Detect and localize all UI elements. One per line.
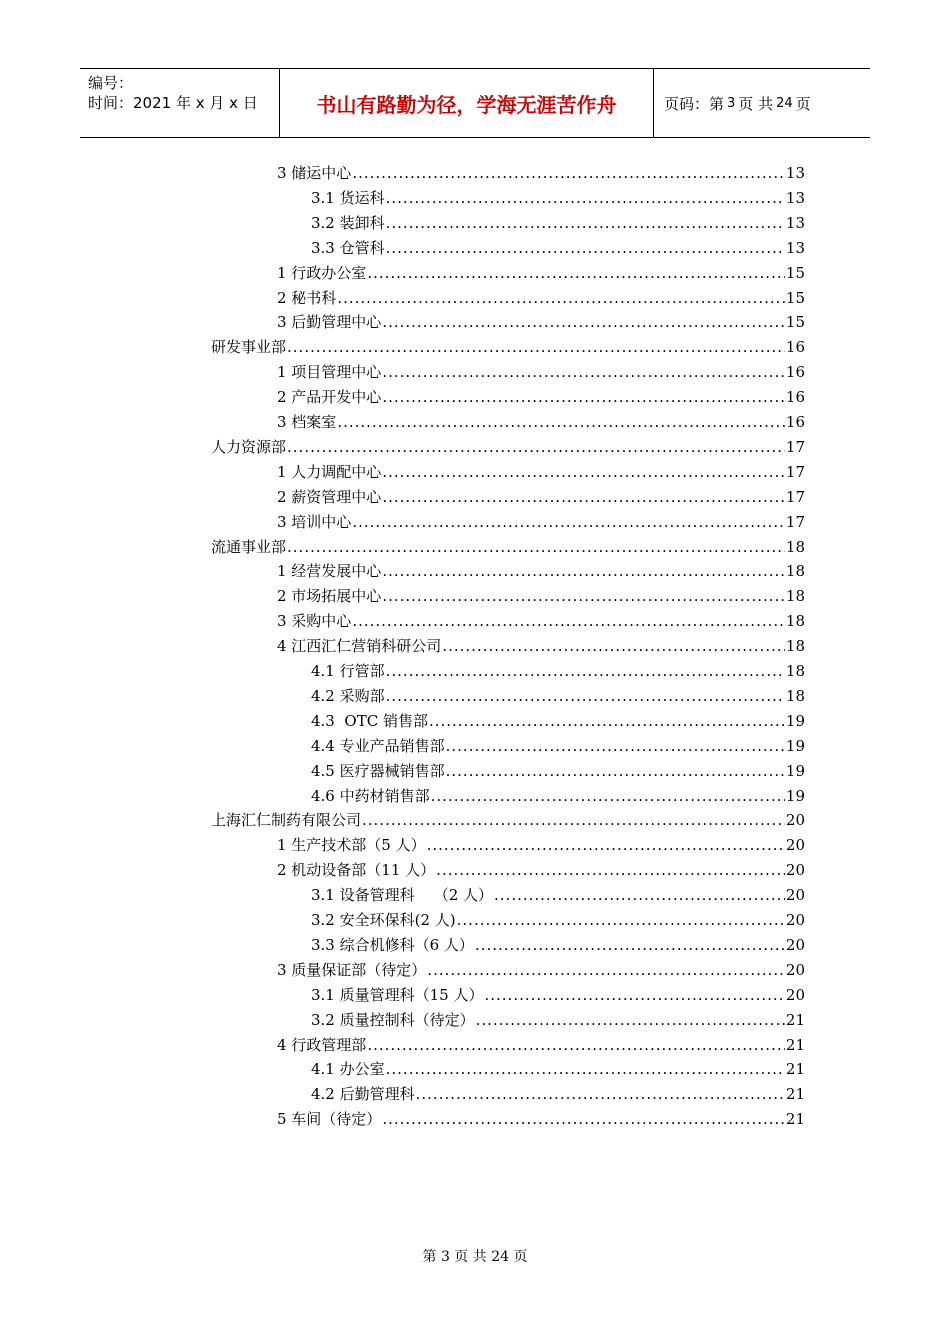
toc-dot-leader	[352, 163, 785, 183]
toc-entry-title: 3.3 综合机修科（6 人）	[311, 935, 474, 954]
toc-entry-title: 3.3 仓管科	[311, 238, 385, 257]
toc-entry-page: 21	[785, 1035, 805, 1054]
toc-entry-page: 18	[785, 537, 805, 556]
toc-entry[interactable]	[277, 483, 805, 507]
toc-dot-leader	[386, 213, 785, 233]
page-suffix: 页	[795, 94, 811, 113]
toc-entry-title: 3.1 设备管理科 （2 人）	[311, 886, 494, 905]
toc-dot-leader	[352, 611, 785, 631]
toc-entry-title: 3 质量保证部（待定）	[277, 960, 427, 979]
page-number: 3	[727, 95, 736, 111]
toc-entry[interactable]	[277, 1031, 805, 1055]
toc-entry-page: 18	[785, 637, 805, 656]
toc-entry-page: 19	[785, 711, 805, 730]
toc-entry-title: 上海汇仁制药有限公司	[211, 811, 362, 830]
toc-entry[interactable]	[211, 806, 805, 830]
toc-entry[interactable]	[277, 607, 805, 631]
toc-entry-title: 3 储运中心	[277, 164, 352, 182]
toc-entry-title: 1 生产技术部（5 人）	[277, 836, 426, 855]
toc-entry[interactable]	[311, 234, 805, 258]
toc-entry-page: 15	[785, 263, 805, 282]
toc-entry-title: 2 薪资管理中心	[277, 487, 382, 506]
toc-entry-title: 4.4 专业产品销售部	[311, 736, 445, 755]
toc-entry[interactable]	[211, 333, 805, 357]
toc-entry[interactable]	[277, 582, 805, 606]
toc-entry[interactable]	[277, 856, 805, 880]
header-motto: 书山有路勤为径，学海无涯苦作舟	[280, 69, 654, 137]
toc-dot-leader	[416, 1084, 785, 1104]
toc-entry-title: 3.2 质量控制科（待定）	[311, 1010, 475, 1029]
toc-dot-leader	[287, 537, 785, 557]
toc-entry-page: 17	[785, 512, 805, 531]
document-time-label: 时间：2021 年 x 月 x 日	[88, 94, 258, 112]
toc-entry[interactable]	[277, 308, 805, 332]
toc-dot-leader	[475, 935, 785, 955]
toc-entry[interactable]	[277, 831, 805, 855]
header-meta	[80, 69, 280, 137]
toc-entry[interactable]	[311, 906, 805, 930]
page-mid: 页 共	[738, 94, 774, 113]
toc-entry-page: 20	[785, 861, 805, 880]
toc-entry-title: 4 行政管理部	[277, 1035, 367, 1054]
toc-entry[interactable]	[311, 1055, 805, 1079]
toc-entry-title: 4.1 行管部	[311, 662, 385, 680]
toc-entry-title: 2 机动设备部（11 人）	[277, 861, 436, 880]
toc-entry-page: 20	[785, 811, 805, 830]
toc-dot-leader	[431, 786, 785, 806]
document-number-label: 编号：	[88, 74, 134, 92]
toc-entry[interactable]	[277, 1105, 805, 1129]
toc-entry-page: 20	[785, 960, 805, 979]
toc-dot-leader	[386, 686, 785, 706]
toc-entry-title: 5 车间（待定）	[277, 1110, 382, 1129]
toc-dot-leader	[429, 711, 785, 731]
toc-entry[interactable]	[277, 508, 805, 532]
toc-dot-leader	[436, 860, 785, 880]
toc-dot-leader	[442, 636, 785, 656]
toc-entry[interactable]	[277, 284, 805, 308]
toc-entry[interactable]	[311, 1080, 805, 1104]
toc-entry-title: 1 项目管理中心	[277, 363, 382, 382]
toc-entry[interactable]	[311, 757, 805, 781]
toc-dot-leader	[362, 810, 785, 830]
header-page-info	[654, 69, 870, 137]
toc-dot-leader	[367, 263, 785, 283]
toc-dot-leader	[287, 337, 785, 357]
toc-entry-title: 1 行政办公室	[277, 263, 367, 282]
toc-dot-leader	[386, 661, 785, 681]
toc-dot-leader	[476, 1010, 785, 1030]
toc-entry[interactable]	[277, 259, 805, 283]
toc-entry-page: 16	[785, 413, 805, 431]
toc-entry-page: 20	[785, 935, 805, 954]
toc-entry-title: 2 秘书科	[277, 288, 337, 307]
toc-entry-page: 13	[785, 164, 805, 182]
page-header	[80, 68, 870, 138]
page-footer: 第 3 页 共 24 页	[422, 1249, 528, 1265]
toc-entry[interactable]	[311, 881, 805, 905]
toc-entry-title: 4.2 后勤管理科	[311, 1085, 415, 1104]
toc-entry-page: 20	[785, 985, 805, 1004]
toc-entry[interactable]	[311, 981, 805, 1005]
toc-entry[interactable]	[277, 458, 805, 482]
toc-dot-leader	[386, 1059, 785, 1079]
toc-entry-page: 16	[785, 338, 805, 357]
toc-dot-leader	[382, 561, 785, 581]
toc-dot-leader	[352, 512, 785, 532]
page-total: 24	[776, 95, 793, 111]
toc-entry-page: 19	[785, 786, 805, 805]
toc-dot-leader	[382, 1109, 785, 1129]
toc-entry-title: 3 采购中心	[277, 612, 352, 631]
toc-dot-leader	[386, 188, 785, 208]
toc-entry-page: 19	[785, 736, 805, 755]
toc-entry-title: 4.1 办公室	[311, 1060, 385, 1079]
toc-entry-page: 21	[785, 1010, 805, 1029]
toc-entry-page: 21	[785, 1110, 805, 1129]
toc-entry-title: 2 产品开发中心	[277, 388, 382, 407]
toc-entry[interactable]	[311, 184, 805, 208]
toc-entry-page: 21	[785, 1060, 805, 1079]
toc-entry[interactable]	[311, 931, 805, 955]
toc-dot-leader	[382, 362, 785, 382]
toc-dot-leader	[287, 437, 785, 457]
toc-dot-leader	[427, 835, 785, 855]
toc-entry-title: 3 后勤管理中心	[277, 313, 382, 332]
toc-entry-page: 16	[785, 388, 805, 407]
toc-dot-leader	[382, 586, 785, 606]
toc-entry-page: 17	[785, 437, 805, 456]
toc-entry[interactable]	[211, 433, 805, 457]
toc-entry-page: 13	[785, 238, 805, 257]
toc-entry-page: 18	[785, 612, 805, 631]
toc-entry-page: 16	[785, 363, 805, 382]
toc-entry-page: 20	[785, 836, 805, 855]
toc-dot-leader	[337, 288, 785, 308]
toc-entry-page: 20	[785, 911, 805, 929]
toc-entry[interactable]	[311, 1006, 805, 1030]
toc-entry[interactable]	[311, 732, 805, 756]
toc-dot-leader	[446, 736, 785, 756]
toc-entry-page: 19	[785, 761, 805, 780]
toc-entry-title: 3.2 安全环保科(2 人)	[311, 911, 456, 929]
toc-dot-leader	[457, 910, 785, 930]
toc-entry-page: 20	[785, 886, 805, 905]
toc-entry[interactable]	[277, 159, 805, 183]
toc-dot-leader	[382, 487, 785, 507]
toc-entry-title: 1 经营发展中心	[277, 562, 382, 581]
toc-entry[interactable]	[311, 657, 805, 681]
toc-entry-title: 4.6 中药材销售部	[311, 786, 430, 805]
toc-entry[interactable]	[277, 383, 805, 407]
toc-entry-title: 3.1 质量管理科（15 人）	[311, 985, 484, 1004]
toc-entry-page: 17	[785, 487, 805, 506]
toc-entry-page: 15	[785, 313, 805, 332]
toc-entry-title: 3.1 货运科	[311, 188, 385, 207]
toc-entry-title: 2 市场拓展中心	[277, 587, 382, 606]
toc-entry[interactable]	[277, 956, 805, 980]
toc-entry-title: 4.2 采购部	[311, 686, 385, 705]
toc-entry-title: 研发事业部	[211, 338, 287, 357]
toc-entry-title: 3 档案室	[277, 413, 337, 431]
toc-entry-page: 15	[785, 288, 805, 307]
toc-entry-page: 13	[785, 213, 805, 232]
toc-entry[interactable]	[277, 408, 805, 432]
toc-dot-leader	[446, 761, 785, 781]
toc-dot-leader	[367, 1035, 785, 1055]
toc-dot-leader	[382, 312, 785, 332]
toc-dot-leader	[494, 885, 785, 905]
toc-entry[interactable]	[311, 209, 805, 233]
toc-entry-title: 4.3 OTC 销售部	[311, 711, 428, 730]
toc-dot-leader	[337, 412, 785, 432]
page-prefix: 页码：第	[664, 94, 725, 113]
toc-dot-leader	[386, 238, 785, 258]
toc-dot-leader	[382, 462, 785, 482]
toc-entry-title: 人力资源部	[211, 437, 287, 456]
toc-dot-leader	[427, 960, 785, 980]
toc-entry-page: 18	[785, 662, 805, 680]
toc-dot-leader	[382, 387, 785, 407]
toc-entry-page: 21	[785, 1085, 805, 1104]
toc-entry-page: 13	[785, 188, 805, 207]
toc-entry[interactable]	[277, 557, 805, 581]
toc-entry-page: 18	[785, 686, 805, 705]
toc-entry-title: 4 江西汇仁营销科研公司	[277, 637, 442, 656]
toc-entry-title: 1 人力调配中心	[277, 462, 382, 481]
toc-entry[interactable]	[277, 358, 805, 382]
toc-entry-title: 流通事业部	[211, 537, 287, 556]
toc-entry[interactable]	[311, 707, 805, 731]
toc-entry[interactable]	[277, 632, 805, 656]
toc-entry-page: 18	[785, 587, 805, 606]
toc-entry-page: 17	[785, 462, 805, 481]
toc-entry[interactable]	[311, 682, 805, 706]
toc-entry-title: 3.2 装卸科	[311, 213, 385, 232]
toc-dot-leader	[484, 985, 784, 1005]
toc-entry-title: 4.5 医疗器械销售部	[311, 761, 445, 780]
toc-entry-page: 18	[785, 562, 805, 581]
toc-entry[interactable]	[311, 782, 805, 806]
toc-entry-title: 3 培训中心	[277, 512, 352, 531]
toc-entry[interactable]	[211, 533, 805, 557]
